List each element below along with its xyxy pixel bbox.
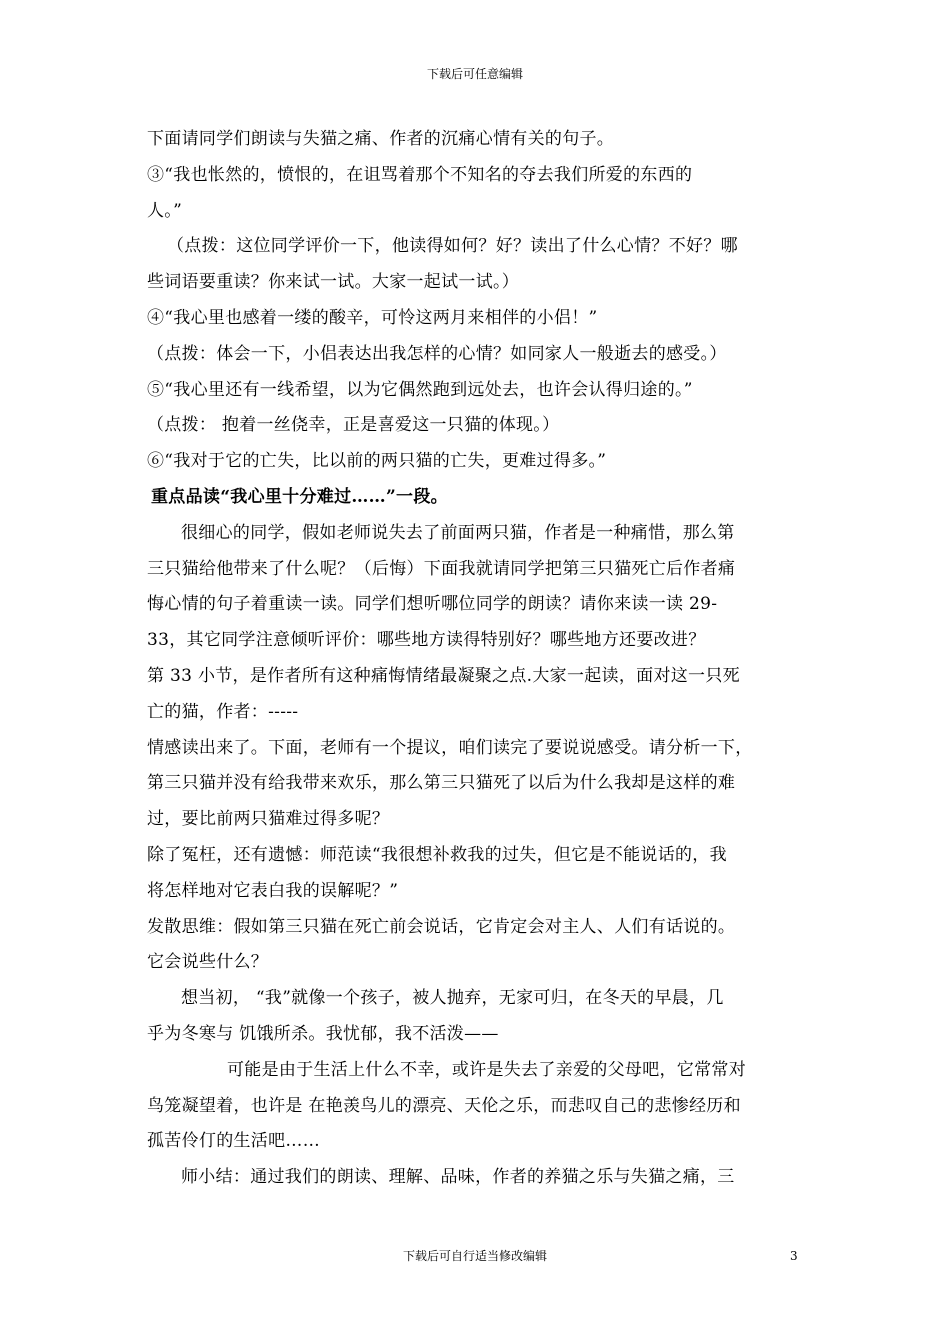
page-header: 下载后可任意编辑	[426, 67, 523, 81]
text-line: 发散思维：假如第三只猫在死亡前会说话，它肯定会对主人、人们有话说的。	[147, 916, 736, 937]
text-line: 33，其它同学注意倾听评价：哪些地方读得特别好？哪些地方还要改进？	[147, 630, 706, 651]
text-line: ⑥“我对于它的亡失，比以前的两只猫的亡失，更难过得多。”	[147, 451, 607, 472]
text-line: 过，要比前两只猫难过得多呢？	[147, 809, 390, 830]
text-line: 些词语要重读？你来试一试。大家一起试一试。）	[147, 272, 520, 293]
text-line: 很细心的同学，假如老师说失去了前面两只猫，作者是一种痛惜，那么第	[181, 522, 735, 543]
text-line: 人。”	[147, 200, 183, 221]
text-line: 它会说些什么？	[147, 952, 269, 973]
text-line: ④“我心里也感着一缕的酸辛，可怜这两月来相伴的小侣！”	[147, 307, 598, 328]
text-line: ③“我也怅然的，愤恨的，在诅骂着那个不知名的夺去我们所爱的东西的	[147, 164, 693, 185]
text-line: （点拨： 抱着一丝侥幸，正是喜爱这一只猫的体现。）	[147, 415, 560, 436]
text-line: 情感读出来了。下面，老师有一个提议，咱们读完了要说说感受。请分析一下，	[147, 737, 753, 758]
text-line: 重点品读“我心里十分难过……”一段。	[151, 486, 448, 507]
text-line: 亡的猫，作者：-----	[147, 701, 299, 722]
text-line: 孤苦伶仃的生活吧……	[147, 1131, 320, 1152]
page-number: 3	[790, 1249, 798, 1263]
text-line: 鸟笼凝望着，也许是 在艳羡鸟儿的漂亮、天伦之乐，而悲叹自己的悲惨经历和	[147, 1095, 741, 1116]
text-line: 第 33 小节，是作者所有这种痛悔情绪最凝聚之点.大家一起读，面对这一只死	[147, 665, 740, 686]
text-line: 除了冤枉，还有遗憾：师范读“我很想补救我的过失，但它是不能说话的，我	[147, 844, 727, 865]
text-line: （点拨：这位同学评价一下，他读得如何？好？读出了什么心情？不好？哪	[167, 236, 738, 257]
text-line: 下面请同学们朗读与失猫之痛、作者的沉痛心情有关的句子。	[147, 129, 615, 149]
text-line: 师小结：通过我们的朗读、理解、品味，作者的养猫之乐与失猫之痛，三	[181, 1167, 735, 1188]
text-line: 可能是由于生活上什么不幸，或许是失去了亲爱的父母吧，它常常对	[227, 1059, 746, 1080]
text-line: 想当初， “我”就像一个孩子，被人抛弃，无家可归，在冬天的早晨，几	[181, 988, 724, 1009]
text-line: 悔心情的句子着重读一读。同学们想听哪位同学的朗读？请你来读一读 29-	[147, 594, 718, 615]
text-line: ⑤“我心里还有一线希望，以为它偶然跑到远处去，也许会认得归途的。”	[147, 379, 693, 400]
document-body	[147, 122, 822, 1196]
text-line: 第三只猫并没有给我带来欢乐，那么第三只猫死了以后为什么我却是这样的难	[147, 773, 736, 794]
page-footer: 下载后可自行适当修改编辑	[402, 1249, 547, 1263]
text-line: 将怎样地对它表白我的误解呢？”	[147, 880, 399, 901]
text-line: （点拨：体会一下，小侣表达出我怎样的心情？如同家人一般逝去的感受。）	[147, 343, 727, 364]
text-line: 乎为冬寒与 饥饿所杀。我忧郁，我不活泼——	[147, 1023, 499, 1044]
text-line: 三只猫给他带来了什么呢？（后悔）下面我就请同学把第三只猫死亡后作者痛	[147, 558, 736, 579]
